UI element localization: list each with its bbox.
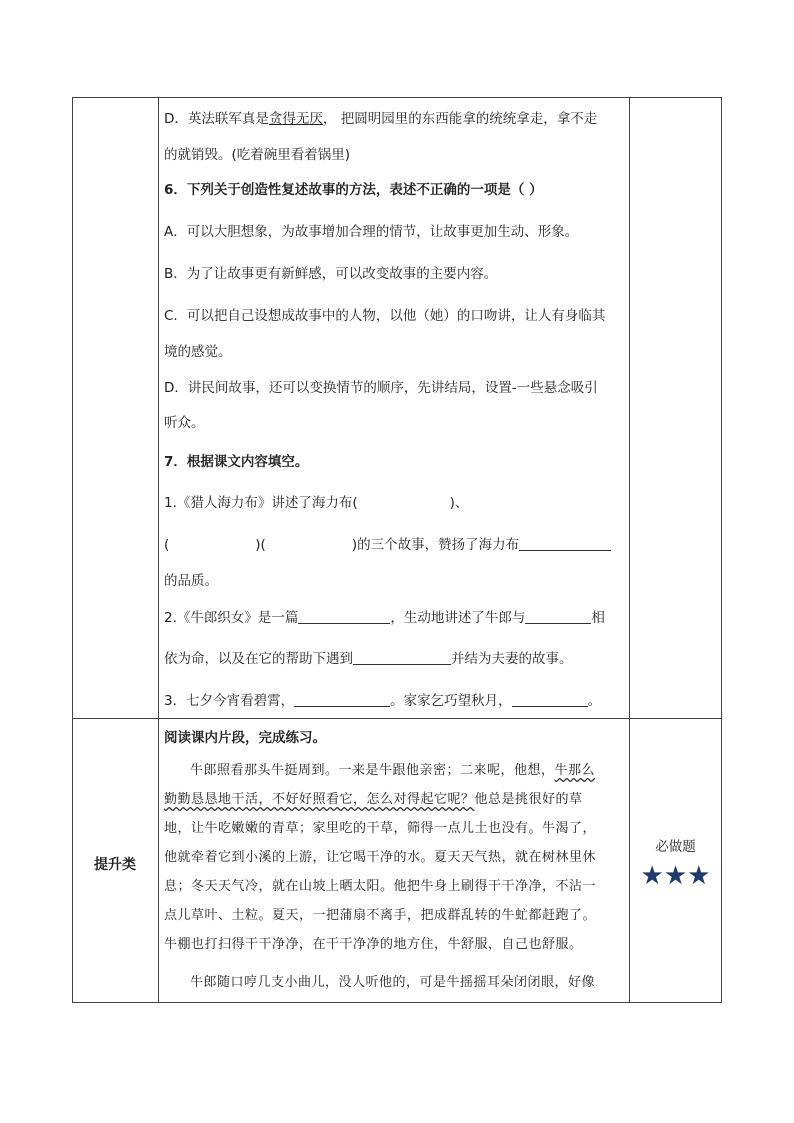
passage-line-4: 他就牵着它到小溪的上游，让它喝干净的水。夏天天气热，就在树林里休 — [164, 850, 597, 865]
passage-line-8: 牛郎随口哼几支小曲儿，没人听他的，可是牛摇摇耳朵闭闭眼，好像 — [190, 975, 596, 990]
option-d-line2: 的就销毁。(吃着碗里看着锅里) — [164, 147, 351, 163]
table-bottom-border — [72, 1002, 722, 1003]
table-col-divider-1 — [158, 97, 159, 1003]
question-6-option-c-line1: C．可以把自己设想成故事中的人物，以他（她）的口吻讲，让人有身临其 — [164, 308, 606, 324]
passage-line-1: 牛郎照看那头牛挺周到。一来是牛跟他亲密；二来呢，他想，牛那么 — [190, 763, 596, 778]
reading-instruction: 阅读课内片段，完成练习。 — [164, 730, 326, 746]
answer-blank[interactable] — [519, 536, 611, 551]
difficulty-stars: ★★★ — [640, 861, 711, 891]
required-label: 必做题 — [655, 839, 696, 855]
question-6-option-b: B．为了让故事更有新鲜感，可以改变故事的主要内容。 — [164, 266, 498, 282]
passage-line-5: 息；冬天天气冷，就在山坡上晒太阳。他把牛身上刷得干干净净，不沾一 — [164, 879, 597, 894]
option-d-line1: D．英法联军真是贪得无厌， 把圆明园里的东西能拿的统统拿走，拿不走 — [164, 111, 598, 127]
answer-blank[interactable] — [353, 650, 451, 665]
table-row-divider — [72, 718, 722, 719]
table-top-border — [72, 97, 722, 98]
question-6-option-d-line2: 听众。 — [164, 415, 205, 431]
question-6-option-c-line2: 境的感觉。 — [164, 344, 232, 360]
question-7-item-1-line2: ( )( )的三个故事，赞扬了海力布 — [164, 536, 611, 554]
passage-line-3: 地，让牛吃嫩嫩的青草；家里吃的干草，筛得一点儿土也没有。牛渴了， — [164, 821, 597, 836]
answer-blank[interactable] — [512, 692, 588, 707]
passage-line-6: 点儿草叶、土粒。夏天，一把蒲扇不离手，把成群乱转的牛虻都赶跑了。 — [164, 908, 597, 923]
answer-blank[interactable] — [298, 609, 390, 624]
question-7-item-3: 3．七夕今宵看碧霄， 。家家乞巧望秋月， 。 — [164, 693, 602, 709]
worksheet-table — [72, 97, 722, 1003]
question-7-item-1-line3: 的品质。 — [164, 573, 218, 589]
passage-line-2: 勤勤恳恳地干活，不好好照看它，怎么对得起它呢？他总是挑很好的草 — [164, 792, 583, 807]
question-6: 6．下列关于创造性复述故事的方法，表述不正确的一项是（ ） — [164, 182, 543, 198]
question-7-item-2-line2: 依为命，以及在它的帮助下遇到 并结为夫妻的故事。 — [164, 651, 573, 667]
question-6-option-d-line1: D．讲民间故事，还可以变换情节的顺序，先讲结局，设置-一些悬念吸引 — [164, 380, 598, 396]
answer-blank[interactable] — [294, 692, 390, 707]
question-7-item-2-line1: 2.《牛郎织女》是一篇 ，生动地讲述了牛郎与 相 — [164, 610, 605, 626]
question-7-item-1-line1: 1.《猎人海力布》讲述了海力布( )、 — [164, 495, 469, 511]
question-6-option-a: A．可以大胆想象，为故事增加合理的情节，让故事更加生动、形象。 — [164, 224, 579, 240]
answer-blank[interactable] — [525, 609, 591, 624]
question-7: 7．根据课文内容填空。 — [164, 454, 309, 470]
passage-line-7: 牛棚也打扫得干干净净，在干干净净的地方住，牛舒服，自己也舒服。 — [164, 937, 583, 952]
category-label: 提升类 — [94, 857, 136, 873]
